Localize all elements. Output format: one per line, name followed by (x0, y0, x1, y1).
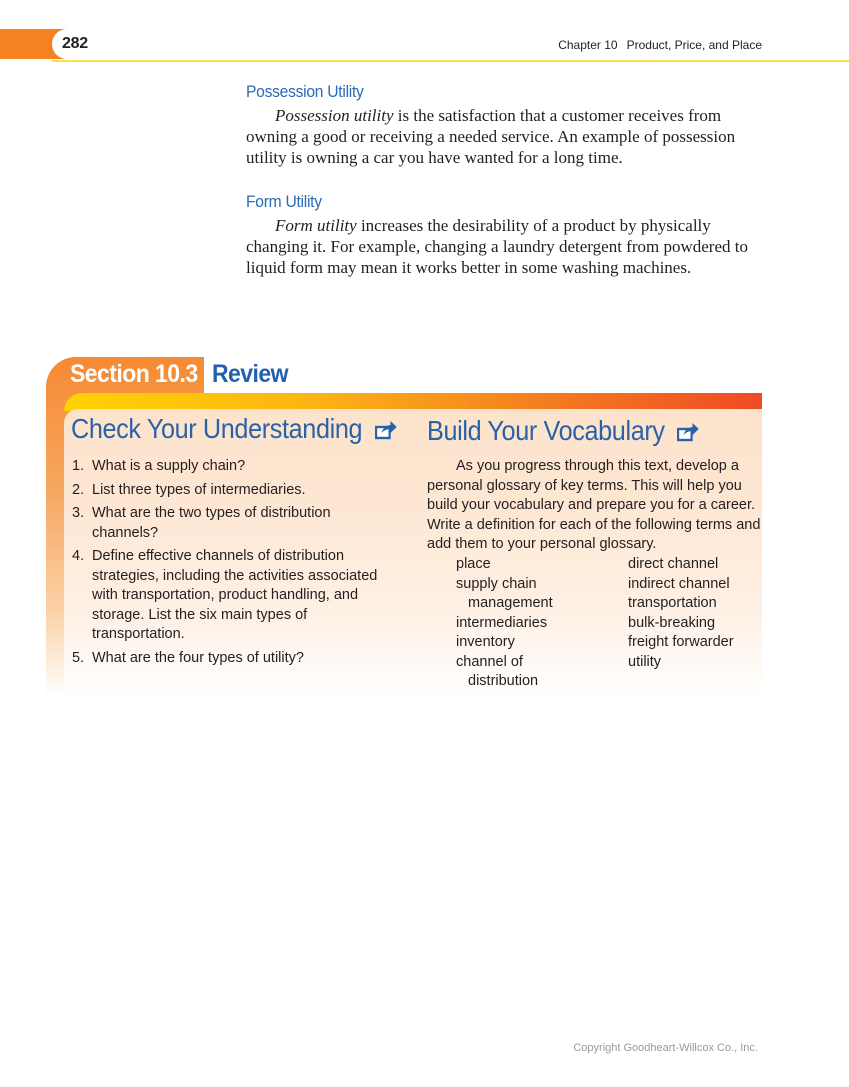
external-link-icon[interactable] (677, 417, 700, 449)
vocab-term: indirect channel (628, 575, 730, 592)
vocab-term: inventory (456, 634, 515, 650)
question-item: 3. What are the two types of distribution channels? (72, 505, 331, 541)
term-form-utility: Form utility (275, 216, 357, 235)
check-understanding-title: Check Your Understanding (71, 413, 398, 447)
question-item: 1. What is a supply chain? (72, 458, 246, 474)
running-head (558, 38, 762, 52)
chapter-number: Chapter 10 (558, 38, 618, 52)
chapter-title: Product, Price, and Place (626, 38, 762, 52)
vocabulary-intro: As you progress through this text, develop a personal glossary of key terms. This will help you build your vocabulary and prepare you for a career. Write a definition for each of the following terms and add them to your personal glossary. (427, 458, 761, 552)
external-link-icon[interactable] (374, 415, 397, 447)
possession-utility-heading: Possession Utility (246, 82, 364, 101)
vocab-term: utility (628, 653, 662, 670)
header-rule (52, 60, 849, 62)
vocab-term: supply chain management (456, 575, 553, 611)
section-label: Section 10.3 (70, 360, 198, 388)
vocab-term: freight forwarder (628, 634, 734, 650)
question-item: 5. What are the four types of utility? (72, 649, 304, 666)
review-label: Review (212, 360, 288, 388)
vocab-term: bulk-breaking (628, 614, 716, 631)
page-number: 282 (62, 35, 88, 52)
vocab-term: transportation (628, 595, 717, 611)
vocab-term: channel of distribution (456, 653, 539, 689)
questions-list (72, 457, 402, 672)
question-item: 2. List three types of intermediaries. (72, 481, 306, 498)
vocabulary-terms-right (628, 555, 734, 672)
form-utility-heading: Form Utility (246, 192, 322, 211)
possession-utility-paragraph: Possession utility is the satisfaction that a customer receives from owning a good or receiving a needed service. An example of possession utility is owning a car you have wanted for a long time. (246, 106, 736, 167)
term-possession-utility: Possession utility (275, 106, 394, 125)
vocab-term: intermediaries (456, 614, 548, 631)
vocab-term: direct channel (628, 556, 719, 572)
form-utility-paragraph: Form utility increases the desirability of a product by physically changing it. For example, changing a laundry detergent from powdered to liquid form may mean it works better in some washing machines. (246, 216, 748, 277)
question-item: 4. Define effective channels of distribution strategies, including the activities associated with transportation, product handling, and storage. List the six main types of transportation. (72, 548, 378, 642)
vocabulary-terms-left (456, 555, 553, 692)
vocab-term: place (456, 556, 491, 572)
copyright-notice: Copyright Goodheart-Willcox Co., Inc. (573, 1042, 758, 1054)
build-vocabulary-title: Build Your Vocabulary (427, 415, 700, 449)
